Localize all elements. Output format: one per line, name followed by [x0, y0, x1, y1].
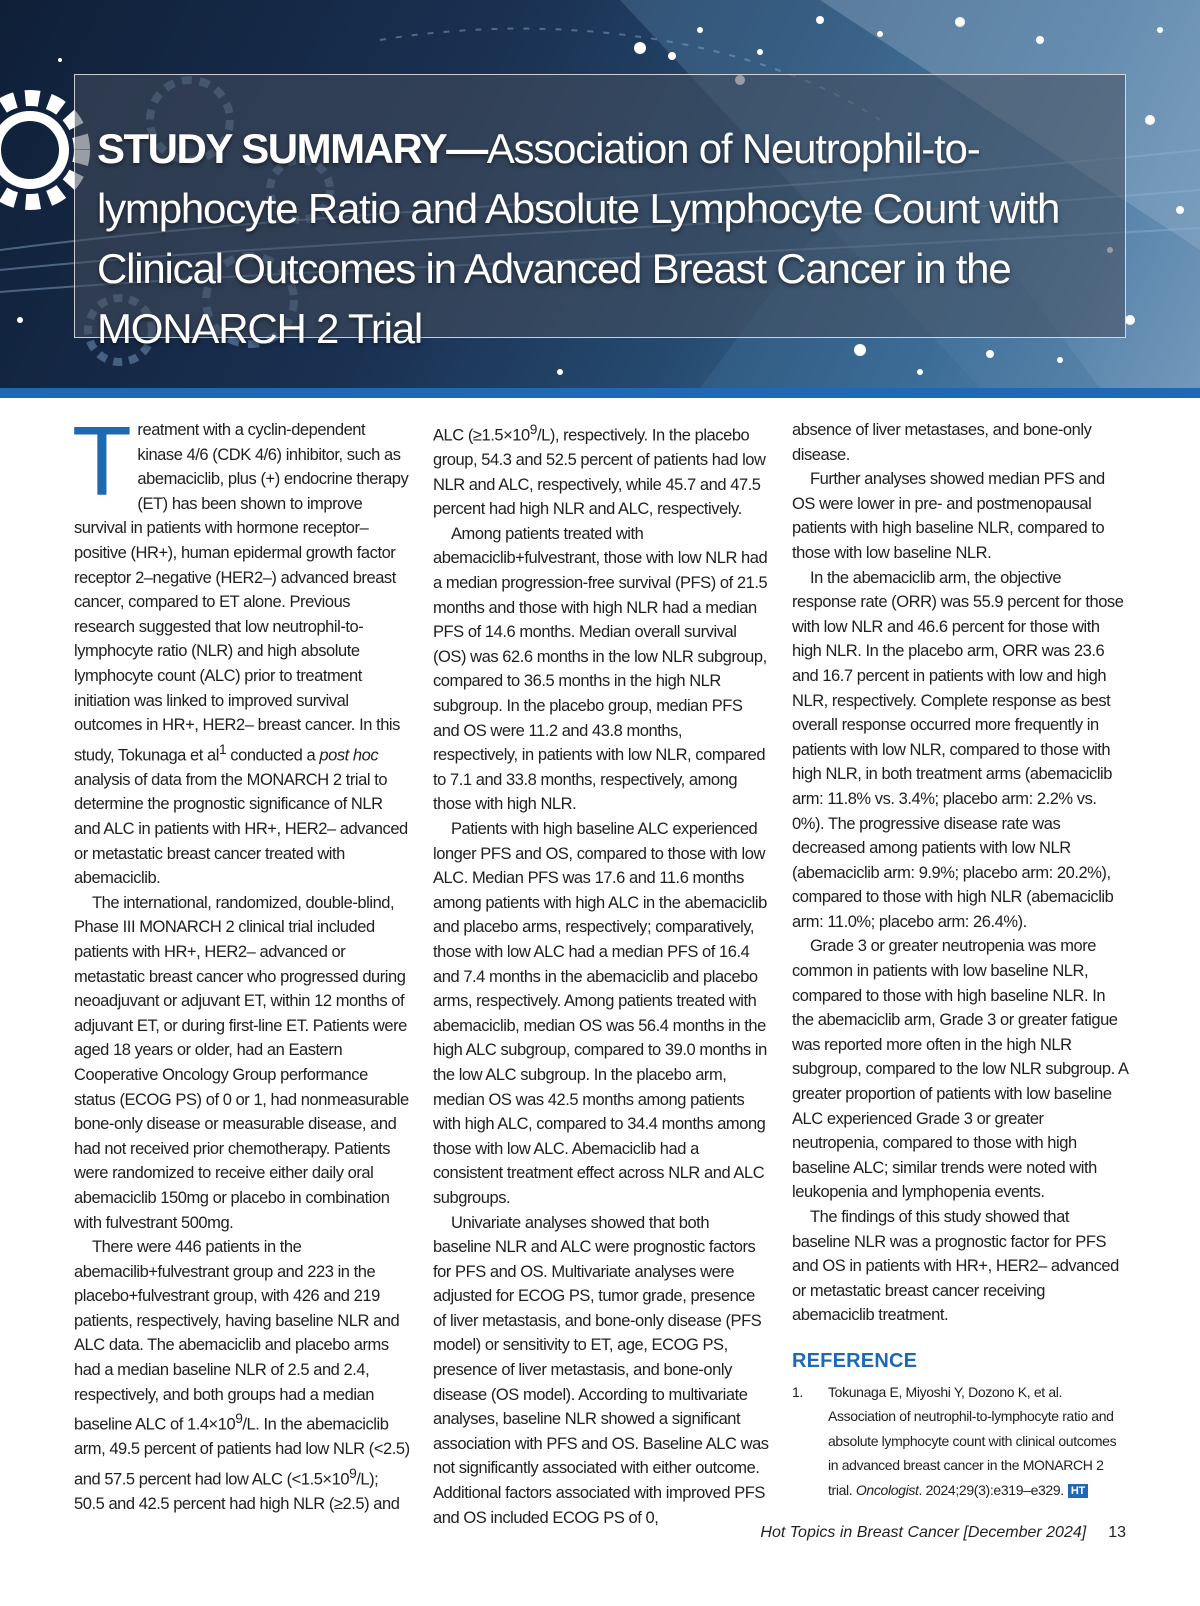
column-2	[433, 418, 769, 1530]
paragraph-continued: absence of liver metastases, and bone-only disease.	[792, 421, 1092, 464]
intro-text-b: conducted a	[226, 746, 320, 765]
article-title	[97, 119, 1107, 359]
reference-citation: . 2024;29(3):e319–e329.	[918, 1481, 1064, 1498]
alc-text-b: /L), respectively. In the placebo group, 54.3 and 52.5 percent of patients had low NLR and ALC, respectively, while 45.7 and 47.5 percent had high NLR and ALC, respectively.	[433, 426, 766, 519]
citation-superscript: 1	[218, 741, 227, 757]
reference-text: Tokunaga E, Miyoshi Y, Dozono K, et al. Association of neutrophil-to-lymphocyte ratio and absolute lymphocyte count with clinical outcomes in advanced breast cancer in the MONARCH 2 trial.	[828, 1383, 1117, 1498]
alc-text-a: ALC (≥1.5×10	[433, 426, 530, 445]
ht-badge: HT	[1068, 1484, 1088, 1498]
reference-item	[792, 1380, 1128, 1502]
paragraph-safety: Grade 3 or greater neutropenia was more common in patients with low baseline NLR, compared to those with high baseline NLR. In the abemaciclib arm, Grade 3 or greater fatigue was reported more often in the high NLR subgroup, compared to the low NLR subgroup. A greater proportion of patients with low baseline ALC experienced Grade 3 or greater neutropenia, compared to those with high baseline ALC; similar trends were noted with leukopenia and lymphopenia events.	[792, 937, 1128, 1202]
page-footer	[640, 1524, 1126, 1542]
paragraph-analyses: Univariate analyses showed that both baseline NLR and ALC were prognostic factors for PFS and OS. Multivariate analyses were adjusted for ECOG PS, tumor grade, presence of liver metastasis, and bone-only disease (PFS model) or sensitivity to ET, age, ECOG PS, presence of liver metastasis, and bone-only disease (OS model). According to multivariate analyses, baseline NLR showed a significant association with PFS and OS. Baseline ALC was not significantly associated with either outcome. Additional factors associated with improved PFS and OS included ECOG PS of 0,	[433, 1213, 769, 1527]
intro-text: reatment with a cyclin-dependent kinase 4/6 (CDK 4/6) inhibitor, such as abemaciclib, plus (+) endocrine therapy (ET) has been shown to improve survival in patients with hormone receptor–positive (HR+), human epidermal growth factor receptor 2–negative (HER2–) advanced breast cancer, compared to ET alone. Previous research suggested that low neutrophil-to-lymphocyte ratio (NLR) and high absolute lymphocyte count (ALC) prior to treatment initiation was linked to improved survival outcomes in HR+, HER2– breast cancer. In this study, Tokunaga et al	[74, 421, 409, 765]
paragraph-nlr-outcomes: Among patients treated with abemaciclib+fulvestrant, those with low NLR had a median progression-free survival (PFS) of 21.5 months and those with high NLR had a median PFS of 14.6 months. Median overall survival (OS) was 62.6 months in the low NLR subgroup, compared to 36.5 months in the high NLR subgroup. In the placebo group, median PFS and OS were 11.2 and 43.8 months, respectively, in patients with low NLR, compared to 7.1 and 33.8 months, respectively, among those with high NLR.	[433, 524, 768, 814]
reference-number: 1.	[792, 1383, 803, 1400]
banner-stripe	[0, 388, 1200, 398]
column-1	[72, 406, 410, 1517]
exponent: 9	[529, 422, 537, 437]
patients-text-b: /L. In the abemaciclib arm, 49.5 percent of patients had low NLR (<2.5) and 57.5 percent had low ALC (<1.5×10	[74, 1415, 410, 1489]
header-banner	[0, 0, 1200, 388]
title-text: Association of Neutrophil-to-lymphocyte Ratio and Absolute Lymphocyte Count with Clinical Outcomes in Advanced Breast Cancer in the MONARCH 2 Trial	[97, 125, 1060, 352]
reference-journal: Oncologist	[855, 1481, 919, 1498]
patients-text-a: There were 446 patients in the abemacilib+fulvestrant group and 223 in the placebo+fulvestrant group, with 426 and 219 patients, respectively, having baseline NLR and ALC data. The abemaciclib and placebo arms had a median baseline NLR of 2.5 and 2.4, respectively, and both groups had a median baseline ALC of 1.4×10	[74, 1238, 400, 1434]
paragraph-intro	[72, 406, 410, 891]
page-number: 13	[1108, 1524, 1126, 1541]
drop-cap: T	[72, 406, 132, 516]
paragraph-further-analyses: Further analyses showed median PFS and OS were lower in pre- and postmenopausal patients with high baseline NLR, compared to those with low baseline NLR.	[792, 470, 1105, 562]
exponent: 9	[235, 1411, 243, 1427]
exponent: 9	[349, 1465, 357, 1481]
title-box	[74, 74, 1126, 352]
patients-text-c: /L); 50.5 and 42.5 percent had high NLR (≥2.5) and	[74, 1470, 400, 1514]
column-3	[792, 418, 1128, 1502]
paragraph-alc	[433, 418, 769, 522]
paragraph-response: In the abemaciclib arm, the objective response rate (ORR) was 55.9 percent for those with low NLR and 46.6 percent for those with high NLR. In the placebo arm, ORR was 23.6 and 16.7 percent in patients with low and high NLR, respectively. Complete response as best overall response occurred more frequently in patients with low NLR, compared to those with high NLR, in both treatment arms (abemaciclib arm: 11.8% vs. 3.4%; placebo arm: 2.2% vs. 0%). The progressive disease rate was decreased among patients with low NLR (abemaciclib arm: 9.9%; placebo arm: 20.2%), compared to those with high NLR (abemaciclib arm: 11.0%; placebo arm: 26.4%).	[792, 568, 1124, 931]
paragraph-conclusion: The findings of this study showed that baseline NLR was a prognostic factor for PFS and OS in patients with HR+, HER2– advanced or metastatic breast cancer receiving abemaciclib treatment.	[792, 1208, 1119, 1325]
footer-journal: Hot Topics in Breast Cancer [December 2024]	[760, 1524, 1087, 1541]
reference-heading: REFERENCE	[792, 1349, 918, 1372]
intro-text-c: analysis of data from the MONARCH 2 trial to determine the prognostic significance of NLR and ALC in patients with HR+, HER2– advanced or metastatic breast cancer treated with abemaciclib.	[74, 770, 408, 888]
title-prefix: STUDY SUMMARY—	[97, 125, 487, 172]
paragraph-trial-design: The international, randomized, double-blind, Phase III MONARCH 2 clinical trial included patients with HR+, HER2– advanced or metastatic breast cancer who progressed during neoadjuvant or adjuvant ET, within 12 months of adjuvant ET, or during first-line ET. Patients were aged 18 years or older, had an Eastern Cooperative Oncology Group performance status (ECOG PS) of 0 or 1, had nonmeasurable bone-only disease or measurable disease, and had not received prior chemotherapy. Patients were randomized to receive either daily oral abemaciclib 150mg or placebo in combination with fulvestrant 500mg.	[74, 893, 409, 1232]
paragraph-alc-outcomes: Patients with high baseline ALC experienced longer PFS and OS, compared to those with low ALC. Median PFS was 17.6 and 11.6 months among patients with high ALC in the abemaciclib and placebo arms, respectively; comparatively, those with low ALC had a median PFS of 16.4 and 7.4 months in the abemaciclib and placebo arms, respectively. Among patients treated with abemaciclib, median OS was 56.4 months in the high ALC subgroup, compared to 39.0 months in the low ALC subgroup. In the placebo arm, median OS was 42.5 months among patients with high ALC, compared to 34.4 months among those with low ALC. Abemaciclib had a consistent treatment effect across NLR and ALC subgroups.	[433, 820, 767, 1207]
intro-italic: post hoc	[319, 746, 379, 765]
paragraph-patients	[74, 1235, 410, 1517]
